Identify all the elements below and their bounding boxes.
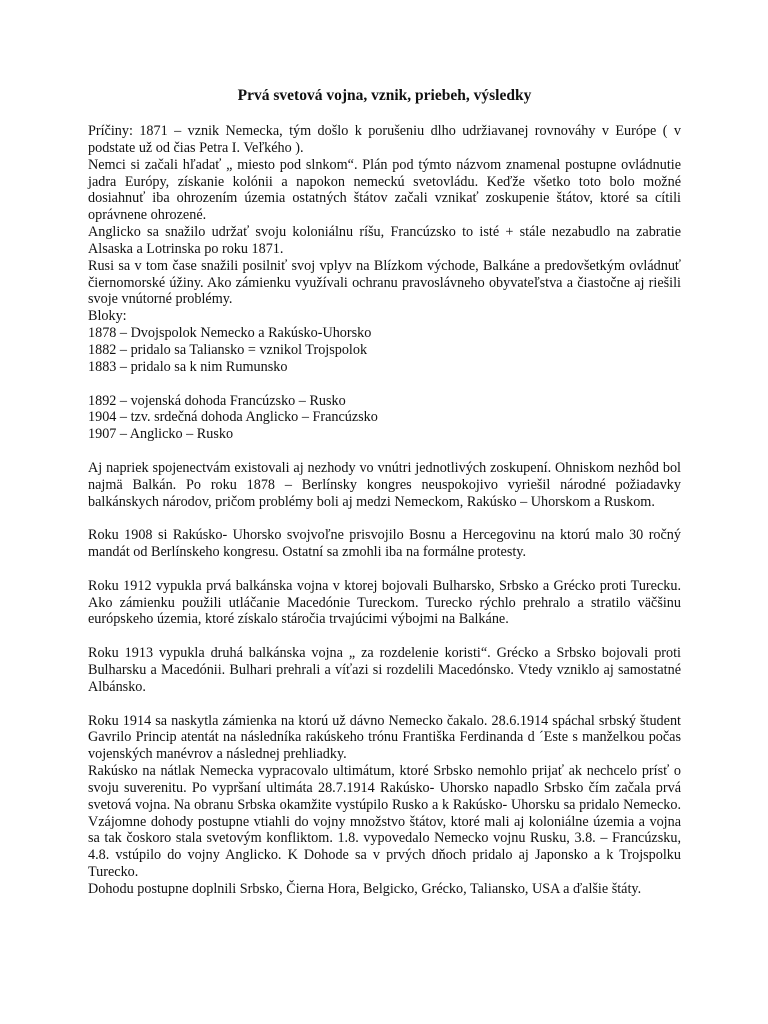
blocks-line: 1904 – tzv. srdečná dohoda Anglicko – Francúzsko	[88, 409, 378, 426]
paragraph-ultimatum: Rakúsko na nátlak Nemecka vypracovalo ultimátum, ktoré Srbsko nemohlo prijať ak nechcelo prísť o svoju suverenitu. Po vypršaní ultimáta 28.7.1914 Rakúsko- Uhorsko napadlo Srbsko čím začala prvá svetová vojna. Na obranu Srbska okamžite vystúpilo Rusko a k Rakúsko- Uhorsku sa pridalo Nemecko. Vzájomne dohody postupne vtiahli do vojny množstvo štátov, ktoré mali aj koloniálne územia a vojna sa tak čoskoro stala svetovým konfliktom. 1.8. vypovedalo Nemecko vojnu Rusku, 3.8. – Francúzsku, 4.8. vstúpilo do vojny Anglicko. K Dohode sa v prvých dňoch pridalo aj Japonsko a k Trojspolku Turecko.	[88, 763, 681, 881]
paragraph-conflicts: Aj napriek spojenectvám existovali aj nezhody vo vnútri jednotlivých zoskupení. Ohniskom nezhôd bol najmä Balkán. Po roku 1878 – Berlínsky kongres neuspokojivo vyriešil národné požiadavky balkánskych národov, pričom problémy boli aj medzi Nemeckom, Rakúsko – Uhorskom a Ruskom.	[88, 459, 681, 510]
paragraph-1908: Roku 1908 si Rakúsko- Uhorsko svojvoľne prisvojilo Bosnu a Hercegovinu na ktorú malo 30 ročný mandát od Berlínskeho kongresu. Ostatní sa zmohli iba na formálne protesty.	[88, 527, 681, 561]
paragraph-gap	[88, 696, 681, 713]
blocks-line: 1907 – Anglicko – Rusko	[88, 426, 234, 443]
document-title: Prvá svetová vojna, vznik, priebeh, výsledky	[237, 87, 532, 104]
paragraph-gap	[88, 628, 681, 645]
paragraph-causes-germany: Nemci si začali hľadať „ miesto pod slnkom“. Plán pod týmto názvom znamenal postupne ovládnutie jadra Európy, získanie kolónii a napokon nemeckú svetovládu. Keďže všetko toto bolo možné dosiahnuť iba ohrozením územia ostatných štátov začali vznikať zoskupenie štátov, ktoré sa cítili oprávnene ohrozené.	[88, 156, 681, 224]
paragraph-causes-intro: Príčiny: 1871 – vznik Nemecka, tým došlo k porušeniu dlho udržiavanej rovnováhy v Európe ( v podstate už od čias Petra I. Veľkého ).	[88, 123, 681, 156]
blocks-line: 1878 – Dvojspolok Nemecko a Rakúsko-Uhorsko	[88, 325, 372, 342]
paragraph-causes-russia: Rusi sa v tom čase snažili posilniť svoj vplyv na Blízkom východe, Balkáne a predovšetkým ovládnuť čiernomorské úžiny. Ako zámienku využívali ochranu pravoslávneho obyvateľstva a čiastočne aj riešili svoje vnútorné problémy.	[88, 257, 681, 308]
paragraph-gap	[88, 443, 681, 460]
paragraph-gap	[88, 510, 681, 527]
paragraph-1913: Roku 1913 vypukla druhá balkánska vojna „ za rozdelenie koristi“. Grécko a Srbsko bojovali proti Bulharsku a Macedónii. Bulhari prehrali a víťazi si rozdelili Macedónsko. Vtedy vzniklo aj samostatné Albánsko.	[88, 645, 681, 695]
blocks-line: 1882 – pridalo sa Taliansko = vznikol Trojspolok	[88, 341, 368, 358]
blocks-line: 1892 – vojenská dohoda Francúzsko – Rusko	[88, 392, 346, 409]
paragraph-dohoda: Dohodu postupne doplnili Srbsko, Čierna Hora, Belgicko, Grécko, Taliansko, USA a ďalšie štáty.	[88, 880, 642, 897]
paragraph-causes-england-france: Anglicko sa snažilo udržať svoju koloniálnu ríšu, Francúzsko to isté + stále nezabudlo na zabratie Alsaska a Lotrinska po roku 1871.	[88, 224, 681, 257]
blocks-heading: Bloky:	[88, 308, 127, 325]
paragraph-1912: Roku 1912 vypukla prvá balkánska vojna v ktorej bojovali Bulharsko, Srbsko a Grécko proti Turecku. Ako zámienku použili utláčanie Macedónie Tureckom. Turecko rýchlo prehralo a stratilo väčšinu európskeho územia, ktoré získalo stáročia trvajúcimi výbojmi na Balkáne.	[88, 577, 681, 628]
blocks-line: 1883 – pridalo sa k nim Rumunsko	[88, 358, 288, 375]
paragraph-1914: Roku 1914 sa naskytla zámienka na ktorú už dávno Nemecko čakalo. 28.6.1914 spáchal srbský študent Gavrilo Princip atentát na následníka rakúskeho trónu Františka Ferdinanda d ´Este s manželkou počas vojenských manévrov a následnej prehliadky.	[88, 712, 681, 763]
paragraph-gap	[88, 376, 681, 393]
document-body	[88, 123, 681, 898]
paragraph-gap	[88, 561, 681, 578]
